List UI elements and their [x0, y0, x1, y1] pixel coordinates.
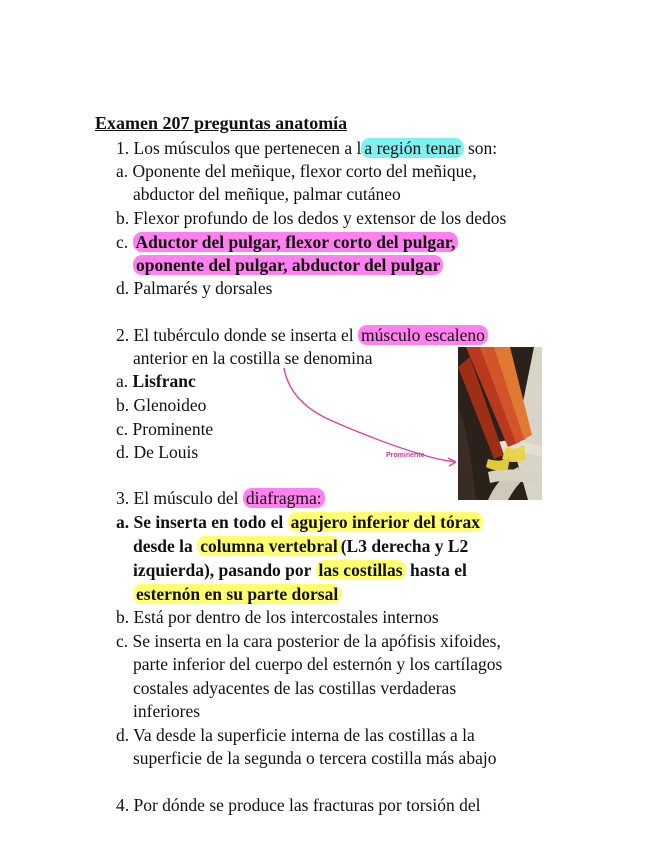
q2-stem: [116, 324, 488, 347]
q1-highlight: a región tenar: [361, 138, 463, 158]
q1-stem: [116, 137, 497, 160]
q3-answer-a-hl-1: agujero inferior del tórax: [288, 512, 483, 532]
q3-option-c-cont-1: parte inferior del cuerpo del esternón y los cartílagos: [133, 654, 503, 674]
q3-stem-text: 3. El músculo del: [116, 488, 243, 508]
q1-answer-c-2: oponente del pulgar, abductor del pulgar: [133, 255, 443, 275]
figure-label: Prominente: [386, 452, 425, 459]
anatomy-figure: [458, 347, 542, 500]
q3-answer-a-2: desde la: [133, 536, 198, 556]
q3-option-a-cont-1: [133, 535, 468, 558]
q2-highlight: músculo escaleno: [358, 325, 488, 345]
q1-stem-text: 1. Los músculos que pertenecen a l: [116, 138, 362, 158]
scalene-muscle-illustration: [458, 347, 542, 500]
q3-answer-a-3: izquierda), pasando por: [133, 560, 316, 580]
q2-answer-a: Lisfranc: [132, 371, 196, 391]
q2-stem-cont: anterior en la costilla se denomina: [133, 348, 373, 368]
q2-option-a: [116, 370, 196, 393]
q3-stem: [116, 487, 325, 510]
q1-answer-c-1: Aductor del pulgar, flexor corto del pulgar,: [133, 232, 459, 252]
q3-answer-a-hl-2: columna vertebral: [197, 536, 341, 556]
q1-option-b: b. Flexor profundo de los dedos y extensor de los dedos: [116, 208, 507, 228]
q1-option-c-label: c.: [116, 232, 133, 252]
q3-highlight: diafragma:: [243, 488, 325, 508]
q3-option-a-cont-3: [133, 583, 341, 606]
q2-option-a-label: a.: [116, 371, 133, 391]
q1-option-a: a. Oponente del meñique, flexor corto del meñique,: [116, 161, 477, 181]
q3-option-d-cont: superficie de la segunda o tercera costilla más abajo: [133, 748, 497, 768]
q3-option-c: c. Se inserta en la cara posterior de la apófisis xifoides,: [116, 631, 501, 651]
q3-option-b: b. Está por dentro de los intercostales internos: [116, 607, 439, 627]
q2-option-d: d. De Louis: [116, 442, 199, 462]
q1-option-c: [116, 231, 458, 254]
q3-answer-a-hl-4: esternón en su parte dorsal: [133, 584, 341, 604]
q3-answer-a-1: Se inserta en todo el: [133, 512, 288, 532]
q1-option-c-cont: [133, 254, 443, 277]
q3-option-c-cont-3: inferiores: [133, 701, 201, 721]
q3-option-a-cont-2: [133, 559, 467, 582]
q2-option-c: c. Prominente: [116, 419, 214, 439]
q3-option-c-cont-2: costales adyacentes de las costillas verdaderas: [133, 678, 457, 698]
q2-stem-text: 2. El tubérculo donde se inserta el: [116, 325, 359, 345]
q3-option-a: [116, 511, 483, 534]
annotation-arrow: [270, 362, 470, 472]
q4-stem: 4. Por dónde se produce las fracturas por torsión del: [116, 795, 481, 815]
q3-answer-a-2-end: (L3 derecha y L2: [340, 536, 469, 556]
q2-option-b: b. Glenoideo: [116, 395, 207, 415]
q1-stem-end: son:: [463, 138, 498, 158]
q1-option-d: d. Palmarés y dorsales: [116, 278, 273, 298]
q1-option-a-cont: abductor del meñique, palmar cutáneo: [133, 184, 401, 204]
q3-option-d: d. Va desde la superficie interna de las costillas a la: [116, 725, 475, 745]
q3-answer-a-hl-3: las costillas: [316, 560, 406, 580]
q3-answer-a-3-end: hasta el: [405, 560, 467, 580]
q3-option-a-label: a.: [116, 512, 134, 532]
exam-title: Examen 207 preguntas anatomía: [95, 113, 348, 133]
